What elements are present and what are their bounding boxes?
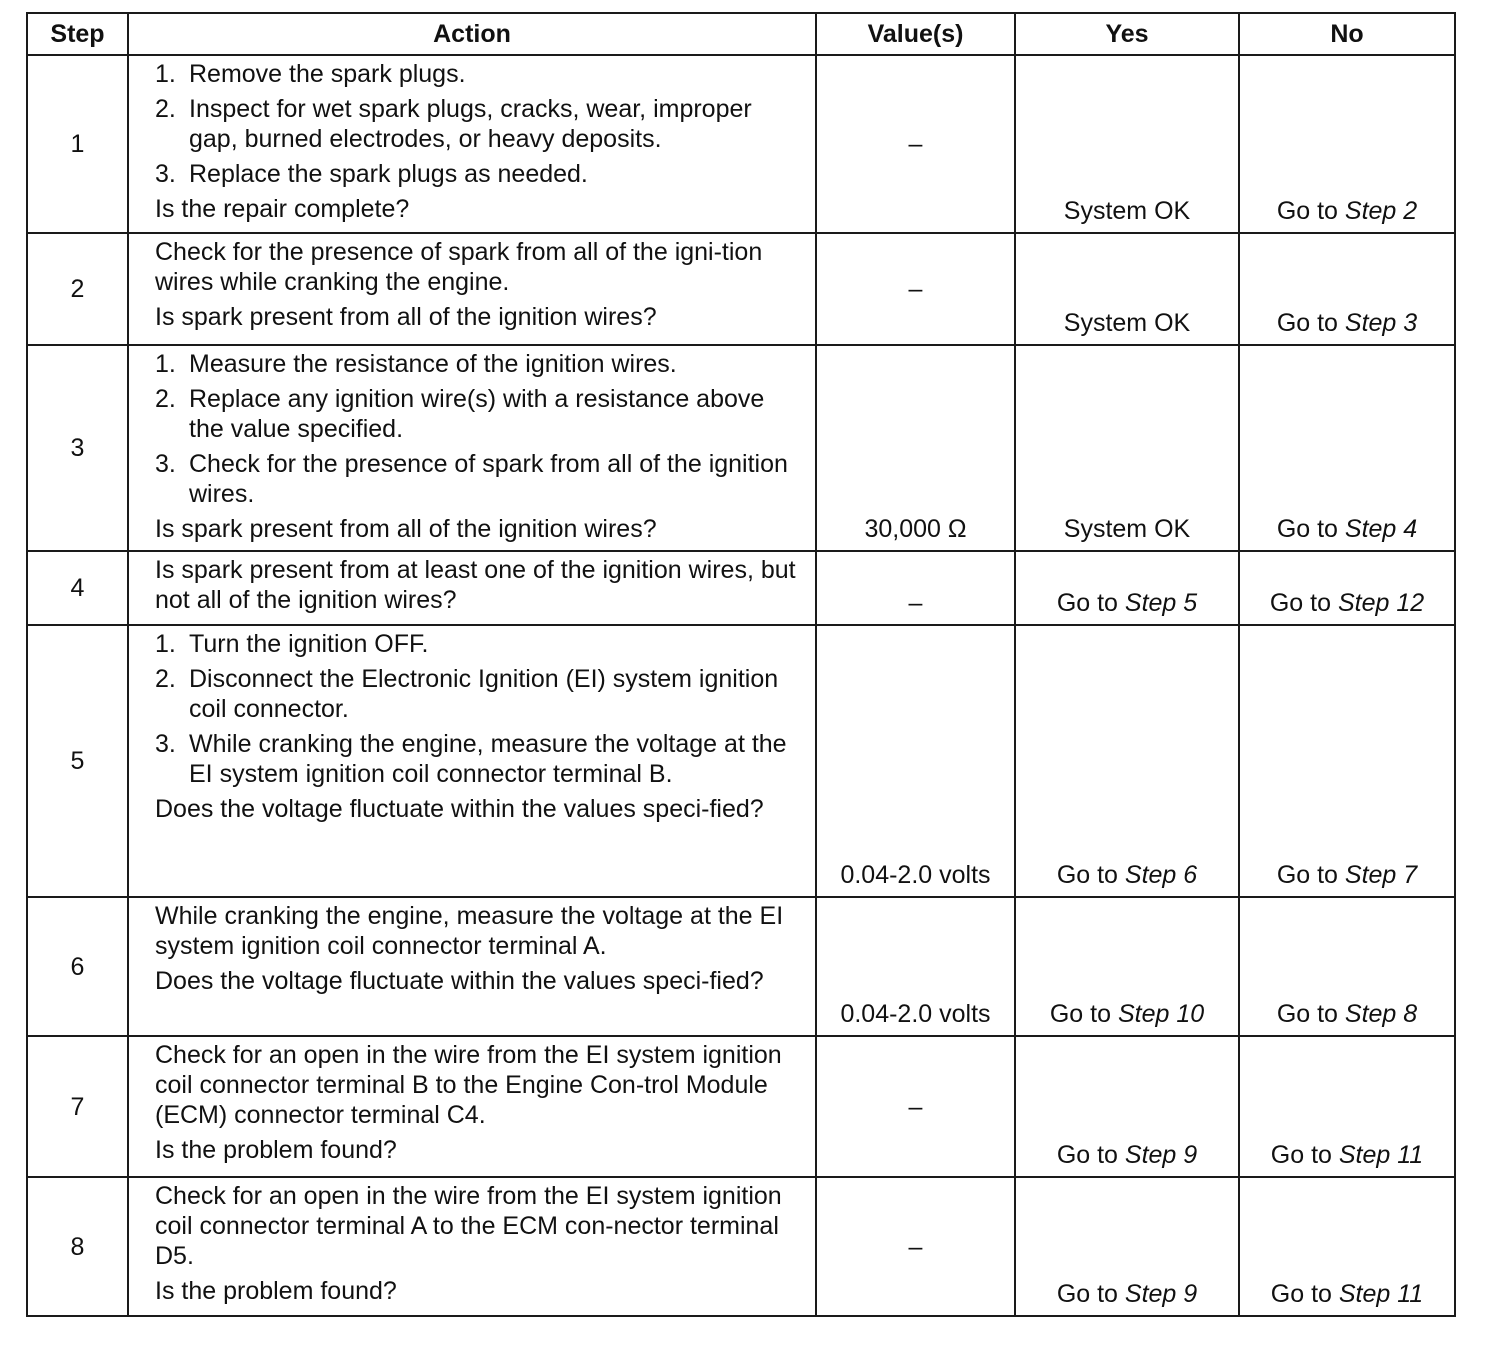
substep: 3. Replace the spark plugs as needed. [155, 160, 588, 188]
diagnostic-table [26, 12, 1456, 1317]
no-cell: Go to Step 2 [1239, 55, 1455, 233]
value-cell: – [816, 551, 1015, 625]
no-cell: Go to Step 11 [1239, 1036, 1455, 1177]
question-text: Is the problem found? [155, 1277, 397, 1305]
value-cell: – [816, 1036, 1015, 1177]
yes-cell: Go to Step 9 [1015, 1177, 1239, 1316]
yes-cell: Go to Step 6 [1015, 625, 1239, 897]
yes-cell: System OK [1015, 55, 1239, 233]
no-cell: Go to Step 12 [1239, 551, 1455, 625]
action-cell [128, 897, 816, 1036]
table-row-step-3 [27, 345, 1455, 551]
value-cell: 0.04-2.0 volts [816, 897, 1015, 1036]
step-number: 5 [27, 625, 128, 897]
action-cell [128, 551, 816, 625]
yes-cell: Go to Step 9 [1015, 1036, 1239, 1177]
table-row-step-6 [27, 897, 1455, 1036]
step-number: 6 [27, 897, 128, 1036]
value-cell: – [816, 233, 1015, 345]
value-cell: – [816, 55, 1015, 233]
step-number: 3 [27, 345, 128, 551]
table-row-step-4 [27, 551, 1455, 625]
table-row-step-8 [27, 1177, 1455, 1316]
action-cell [128, 625, 816, 897]
header-action: Action [128, 13, 816, 55]
table-row-step-5 [27, 625, 1455, 897]
yes-cell: System OK [1015, 345, 1239, 551]
substep: 2. Replace any ignition wire(s) with a resistance above the value specified. [155, 385, 765, 443]
question-text: Is spark present from at least one of the ignition wires, but not all of the ignition wires? [155, 556, 796, 614]
no-cell: Go to Step 8 [1239, 897, 1455, 1036]
header-no: No [1239, 13, 1455, 55]
step-number: 4 [27, 551, 128, 625]
action-paragraph: While cranking the engine, measure the voltage at the EI system ignition coil connector terminal A. [155, 902, 784, 960]
header-step: Step [27, 13, 128, 55]
action-paragraph: Check for an open in the wire from the EI system ignition coil connector terminal A to the ECM con-nector terminal D5. [155, 1182, 782, 1270]
value-cell: – [816, 1177, 1015, 1316]
substep: 1. Remove the spark plugs. [155, 60, 466, 88]
substep-list [155, 349, 797, 509]
substep-list [155, 59, 797, 189]
table-row-step-7 [27, 1036, 1455, 1177]
action-cell [128, 55, 816, 233]
action-cell [128, 345, 816, 551]
question-text: Does the voltage fluctuate within the values speci-fied? [155, 795, 764, 823]
no-cell: Go to Step 11 [1239, 1177, 1455, 1316]
substep: 2. Inspect for wet spark plugs, cracks, wear, improper gap, burned electrodes, or heavy deposits. [155, 95, 752, 153]
yes-cell: Go to Step 5 [1015, 551, 1239, 625]
yes-cell: System OK [1015, 233, 1239, 345]
no-cell: Go to Step 4 [1239, 345, 1455, 551]
step-number: 2 [27, 233, 128, 345]
substep: 3. While cranking the engine, measure the voltage at the EI system ignition coil connector terminal B. [155, 730, 787, 788]
table-row-step-1 [27, 55, 1455, 233]
header-values: Value(s) [816, 13, 1015, 55]
header-row [27, 13, 1455, 55]
step-number: 7 [27, 1036, 128, 1177]
table-row-step-2 [27, 233, 1455, 345]
question-text: Is spark present from all of the ignition wires? [155, 515, 657, 543]
no-cell: Go to Step 7 [1239, 625, 1455, 897]
substep-list [155, 629, 797, 789]
substep: 1. Measure the resistance of the ignition wires. [155, 350, 677, 378]
substep: 2. Disconnect the Electronic Ignition (EI) system ignition coil connector. [155, 665, 779, 723]
question-text: Is the repair complete? [155, 195, 410, 223]
substep: 3. Check for the presence of spark from all of the ignition wires. [155, 450, 788, 508]
value-cell: 30,000 Ω [816, 345, 1015, 551]
substep: 1. Turn the ignition OFF. [155, 630, 429, 658]
header-yes: Yes [1015, 13, 1239, 55]
yes-cell: Go to Step 10 [1015, 897, 1239, 1036]
question-text: Is spark present from all of the ignition wires? [155, 303, 657, 331]
question-text: Is the problem found? [155, 1136, 397, 1164]
action-paragraph: Check for the presence of spark from all of the igni-tion wires while cranking the engine. [155, 238, 763, 296]
action-paragraph: Check for an open in the wire from the EI system ignition coil connector terminal B to the Engine Con-trol Module (ECM) connector terminal C4. [155, 1041, 782, 1129]
action-cell [128, 1177, 816, 1316]
question-text: Does the voltage fluctuate within the values speci-fied? [155, 967, 764, 995]
step-number: 8 [27, 1177, 128, 1316]
value-cell: 0.04-2.0 volts [816, 625, 1015, 897]
no-cell: Go to Step 3 [1239, 233, 1455, 345]
action-cell [128, 1036, 816, 1177]
action-cell [128, 233, 816, 345]
step-number: 1 [27, 55, 128, 233]
